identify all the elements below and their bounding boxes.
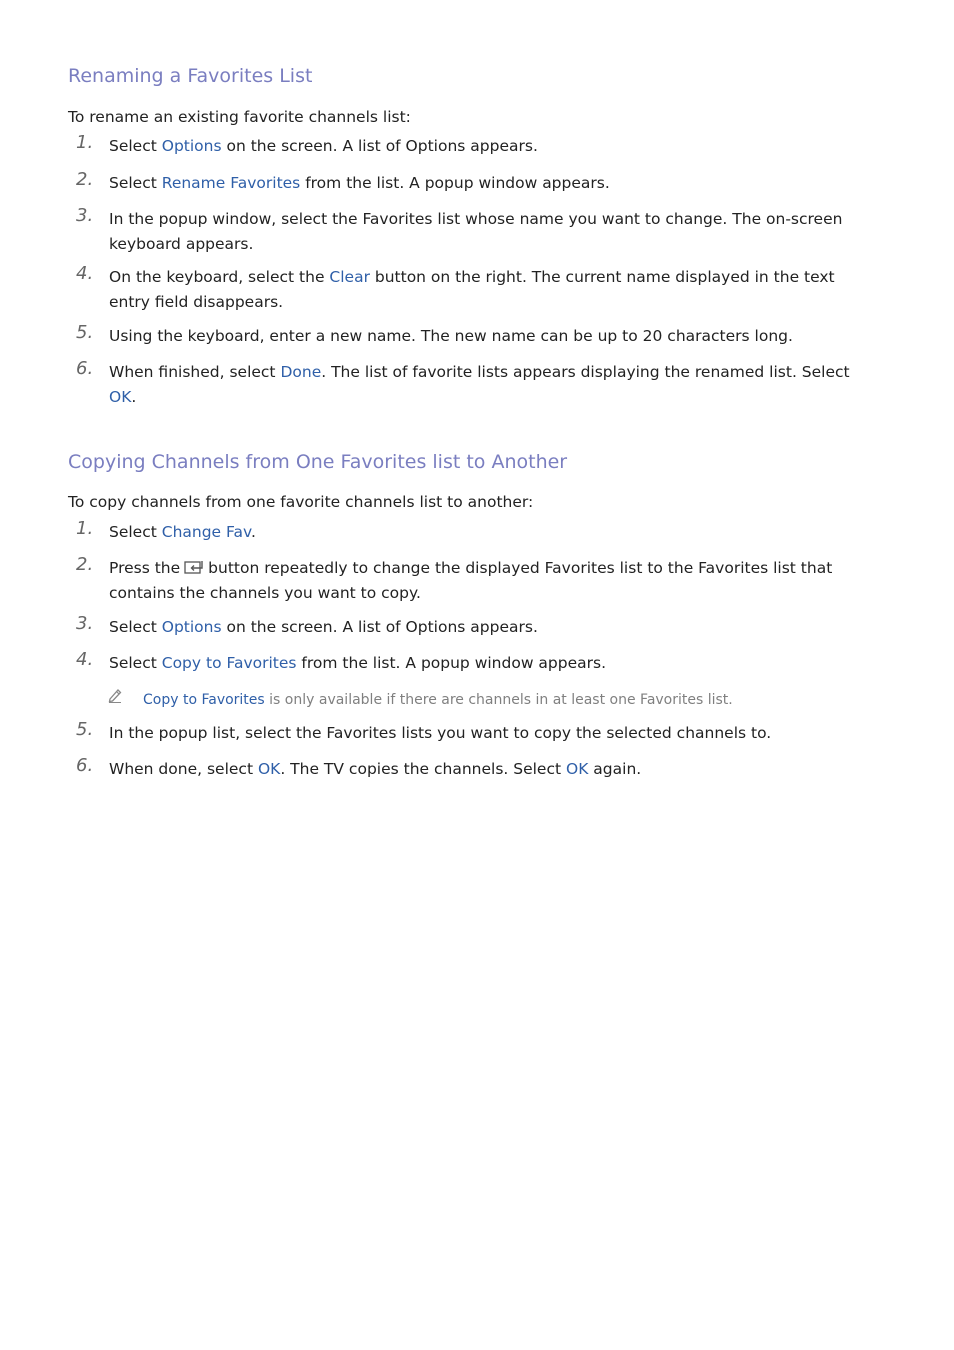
ui-term-clear: Clear <box>329 268 370 286</box>
step-text: When done, select OK. The TV copies the channels. Select OK again. <box>109 760 642 778</box>
section-intro-renaming: To rename an existing favorite channels list: <box>68 108 411 126</box>
step-text: On the keyboard, select the Clear button on the right. The current name displayed in the text entry field disappears. <box>109 268 835 311</box>
note-text: Copy to Favorites is only available if there are channels in at least one Favorites list. <box>143 692 733 708</box>
step-text: Select Options on the screen. A list of Options appears. <box>109 137 538 155</box>
step-number: 5. <box>76 322 94 343</box>
ui-term-rename-favorites: Rename Favorites <box>161 174 301 192</box>
ui-term-done: Done <box>280 363 322 381</box>
ui-term-options: Options <box>161 137 222 155</box>
ui-term-copy-to-favorites: Copy to Favorites <box>161 654 297 672</box>
section-heading-renaming: Renaming a Favorites List <box>68 65 313 87</box>
step-text: Select Rename Favorites from the list. A popup window appears. <box>109 174 610 192</box>
step-number: 4. <box>76 649 94 670</box>
step-number: 3. <box>76 205 94 226</box>
step-number: 1. <box>76 518 94 539</box>
ui-term-options: Options <box>161 618 222 636</box>
step-text: In the popup window, select the Favorites list whose name you want to change. The on-screen keyboard appears. <box>109 210 843 253</box>
step-number: 5. <box>76 719 94 740</box>
section-heading-copying: Copying Channels from One Favorites list to Another <box>68 451 568 473</box>
step-text: In the popup list, select the Favorites lists you want to copy the selected channels to. <box>109 724 772 742</box>
ui-term-ok: OK <box>109 387 132 406</box>
step-text: Select Copy to Favorites from the list. A popup window appears. <box>109 654 607 672</box>
step-text: Using the keyboard, enter a new name. The new name can be up to 20 characters long. <box>109 327 793 345</box>
ui-term-ok: OK <box>566 760 589 778</box>
ui-term-ok: OK <box>257 760 281 778</box>
step-text: Select Options on the screen. A list of Options appears. <box>109 618 538 636</box>
pencil-icon <box>107 687 123 703</box>
step-text: Select Change Fav. <box>109 523 256 541</box>
step-text: When finished, select Done. The list of favorite lists appears displaying the renamed list. Select OK. <box>109 363 850 406</box>
step-number: 6. <box>76 358 94 379</box>
ui-term-change-fav: Change Fav <box>161 523 251 541</box>
section-intro-copying: To copy channels from one favorite channels list to another: <box>68 493 534 511</box>
step-number: 1. <box>76 132 94 153</box>
ui-term-copy-to-favorites: Copy to Favorites <box>143 692 265 708</box>
favorites-button-icon <box>184 560 204 575</box>
step-number: 2. <box>76 554 94 575</box>
step-number: 2. <box>76 169 94 190</box>
step-number: 3. <box>76 613 94 634</box>
step-number: 6. <box>76 755 94 776</box>
step-text: Press the button repeatedly to change the displayed Favorites list to the Favorites list that contains the channels you want to copy. <box>109 559 833 602</box>
step-number: 4. <box>76 263 94 284</box>
